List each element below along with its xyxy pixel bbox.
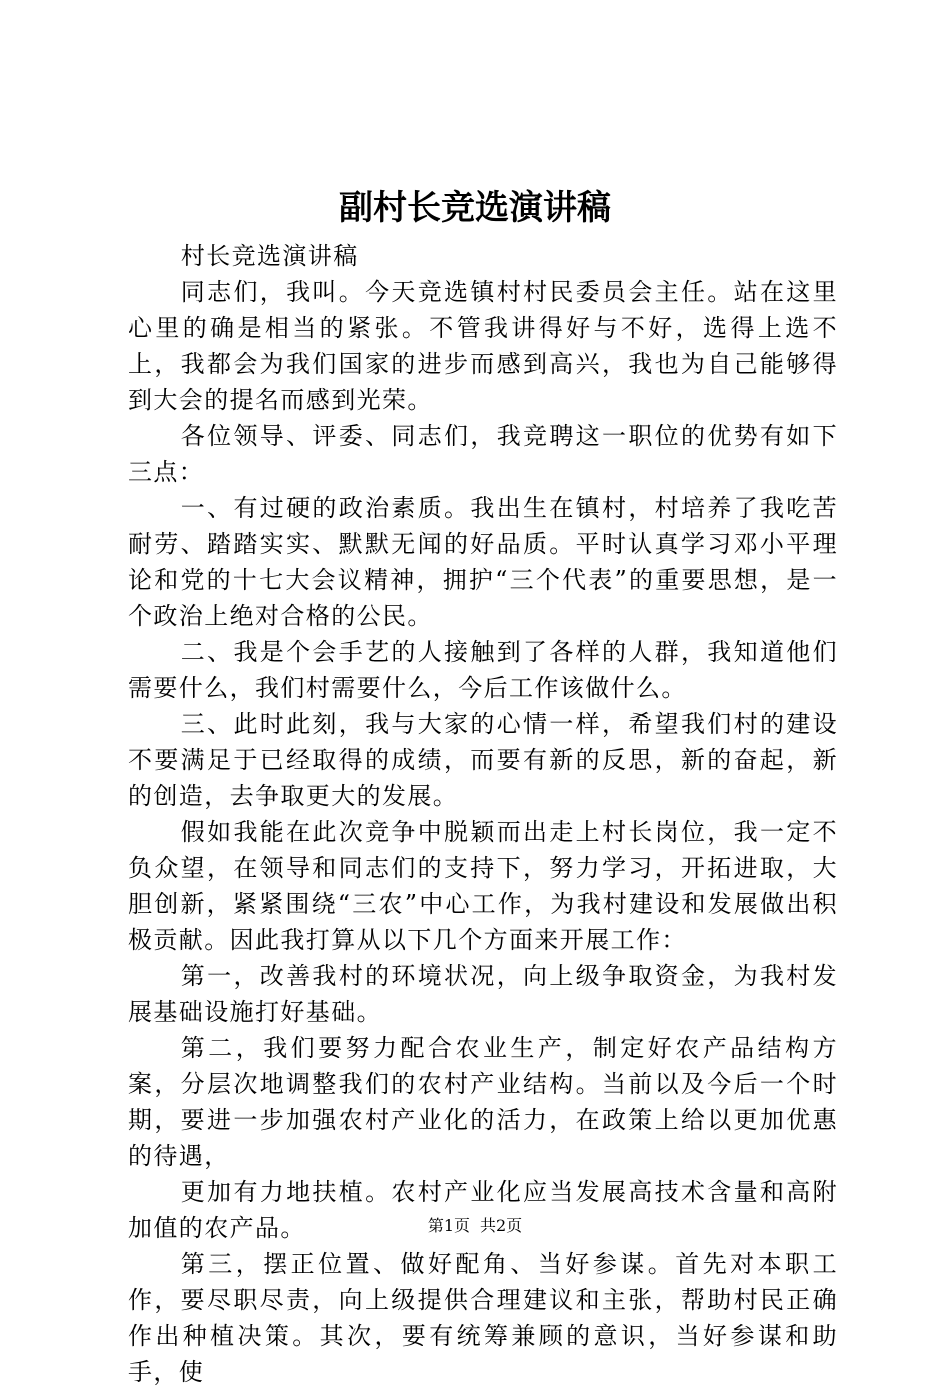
paragraph: 同志们，我叫。今天竞选镇村村民委员会主任。站在这里心里的确是相当的紧张。不管我讲得好与不好，选得上选不上，我都会为我们国家的进步而感到高兴，我也为自己能够得到大会的提名而感到光荣。 bbox=[128, 278, 838, 414]
page-total: 共2页 bbox=[480, 1216, 523, 1235]
document-title: 副村长竞选演讲稿 bbox=[339, 188, 611, 228]
paragraph: 三、此时此刻，我与大家的心情一样，希望我们村的建设不要满足于已经取得的成绩，而要有新的反思，新的奋起，新的创造，去争取更大的发展。 bbox=[128, 710, 838, 810]
paragraph: 一、有过硬的政治素质。我出生在镇村，村培养了我吃苦耐劳、踏踏实实、默默无闻的好品质。平时认真学习邓小平理论和党的十七大会议精神，拥护“三个代表”的重要思想，是一个政治上绝对合格的公民。 bbox=[128, 494, 838, 630]
paragraph: 假如我能在此次竞争中脱颖而出走上村长岗位，我一定不负众望，在领导和同志们的支持下，努力学习，开拓进取，大胆创新，紧紧围绕“三农”中心工作，为我村建设和发展做出积极贡献。因此我打算从以下几个方面来开展工作： bbox=[128, 818, 838, 954]
paragraph: 第一，改善我村的环境状况，向上级争取资金，为我村发展基础设施打好基础。 bbox=[128, 962, 838, 1026]
paragraph: 第三，摆正位置、做好配角、当好参谋。首先对本职工作，要尽职尽责，向上级提供合理建议和主张，帮助村民正确作出种植决策。其次，要有统筹兼顾的意识，当好参谋和助手，使 bbox=[128, 1250, 838, 1386]
paragraph: 更加有力地扶植。农村产业化应当发展高技术含量和高附加值的农产品。 bbox=[128, 1178, 838, 1242]
paragraph: 村长竞选演讲稿 bbox=[180, 242, 359, 270]
page-number: 第1页 bbox=[427, 1216, 470, 1235]
paragraph: 各位领导、评委、同志们，我竞聘这一职位的优势有如下三点： bbox=[128, 422, 838, 486]
page-footer bbox=[0, 1215, 950, 1237]
paragraph: 第二，我们要努力配合农业生产，制定好农产品结构方案，分层次地调整我们的农村产业结构。当前以及今后一个时期，要进一步加强农村产业化的活力，在政策上给以更加优惠的待遇， bbox=[128, 1034, 838, 1170]
paragraph: 二、我是个会手艺的人接触到了各样的人群，我知道他们需要什么，我们村需要什么，今后工作该做什么。 bbox=[128, 638, 838, 702]
